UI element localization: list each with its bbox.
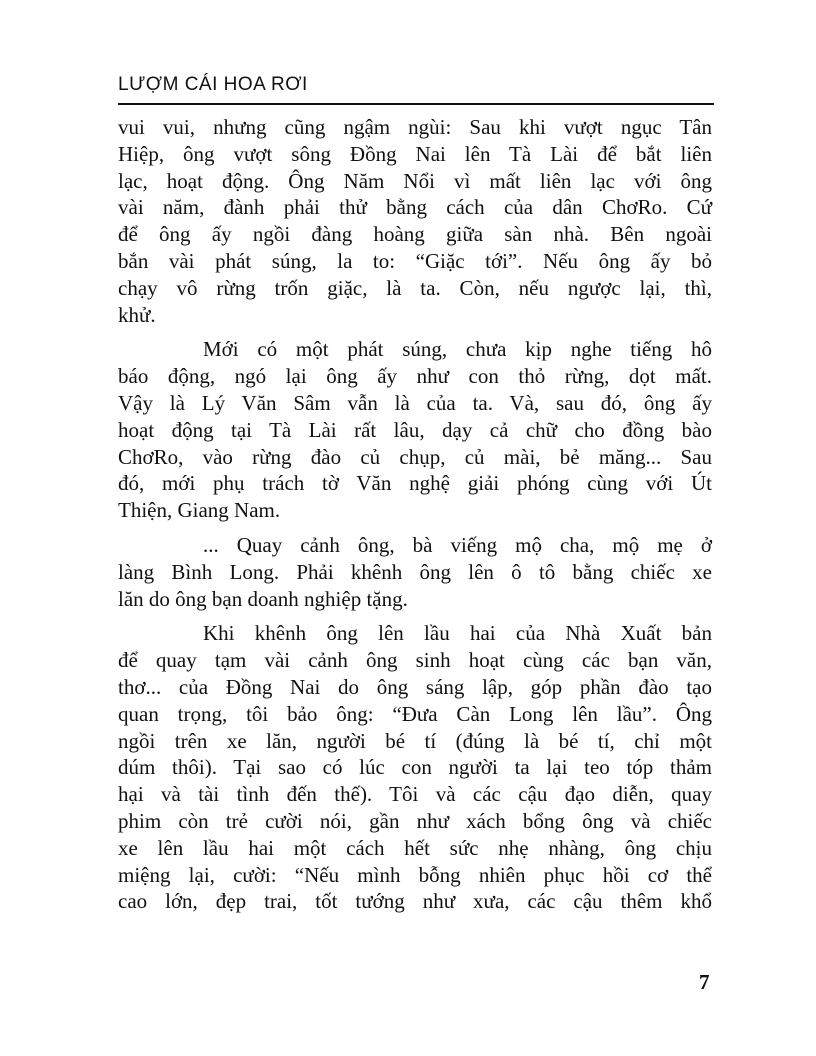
paragraph <box>118 336 712 524</box>
text-line: miệng lại, cười: “Nếu mình bỗng nhiên phục hồi cơ thể <box>118 862 712 887</box>
text-line: ngồi trên xe lăn, người bé tí (đúng là bé tí, chỉ một <box>118 728 712 753</box>
text-line: Hiệp, ông vượt sông Đồng Nai lên Tà Lài để bắt liên <box>118 141 712 166</box>
text-line: Vậy là Lý Văn Sâm vẫn là của ta. Và, sau đó, ông ấy <box>118 390 712 415</box>
text-line: khử. <box>118 302 156 327</box>
paragraph <box>118 620 712 915</box>
text-line: cao lớn, đẹp trai, tốt tướng như xưa, các cậu thêm khổ <box>118 889 712 914</box>
text-line: xe lên lầu hai một cách hết sức nhẹ nhàng, ông chịu <box>118 835 712 860</box>
text-line: hoạt động tại Tà Lài rất lâu, dạy cả chữ cho đồng bào <box>118 417 712 442</box>
page-number: 7 <box>699 970 710 994</box>
text-line: phim còn trẻ cười nói, gần như xách bổng ông và chiếc <box>118 808 712 833</box>
text-line: báo động, ngó lại ông ấy như con thỏ rừng, dọt mất. <box>118 364 712 389</box>
paragraph <box>118 532 712 612</box>
body-text <box>118 114 712 923</box>
text-line: Thiện, Giang Nam. <box>118 498 281 523</box>
text-line: để quay tạm vài cảnh ông sinh hoạt cùng các bạn văn, <box>118 648 712 673</box>
running-title: LƯỢM CÁI HOA RƠI <box>118 74 308 95</box>
text-line: chạy vô rừng trốn giặc, là ta. Còn, nếu ngược lại, thì, <box>118 275 712 300</box>
text-line: để ông ấy ngồi đàng hoàng giữa sàn nhà. Bên ngoài <box>118 222 712 247</box>
text-line: đó, mới phụ trách tờ Văn nghệ giải phóng cùng với Út <box>118 471 712 496</box>
text-line: quan trọng, tôi bảo ông: “Đưa Càn Long lên lầu”. Ông <box>118 701 712 726</box>
header-rule <box>118 103 714 105</box>
text-line: làng Bình Long. Phải khênh ông lên ô tô bằng chiếc xe <box>118 559 712 584</box>
paragraph <box>118 114 712 328</box>
text-line: ... Quay cảnh ông, bà viếng mộ cha, mộ mẹ ở <box>203 532 712 557</box>
text-line: lăn do ông bạn doanh nghiệp tặng. <box>118 586 408 611</box>
text-line: dúm thôi). Tại sao có lúc con người ta lại teo tóp thảm <box>118 755 712 780</box>
text-line: vui vui, nhưng cũng ngậm ngùi: Sau khi vượt ngục Tân <box>118 115 712 139</box>
text-line: hại và tài tình đến thế). Tôi và các cậu đạo diễn, quay <box>118 782 712 807</box>
text-line: Khi khênh ông lên lầu hai của Nhà Xuất bản <box>203 621 712 646</box>
text-line: ChơRo, vào rừng đào củ chụp, củ mài, bẻ măng... Sau <box>118 444 712 469</box>
text-line: vài năm, đành phải thử bằng cách của dân ChơRo. Cứ <box>118 195 712 220</box>
text-line: lạc, hoạt động. Ông Năm Nổi vì mất liên lạc với ông <box>118 168 712 193</box>
text-line: bắn vài phát súng, la to: “Giặc tới”. Nếu ông ấy bỏ <box>118 248 712 273</box>
text-line: thơ... của Đồng Nai do ông sáng lập, góp phần đào tạo <box>118 674 712 699</box>
text-line: Mới có một phát súng, chưa kịp nghe tiếng hô <box>203 337 712 362</box>
